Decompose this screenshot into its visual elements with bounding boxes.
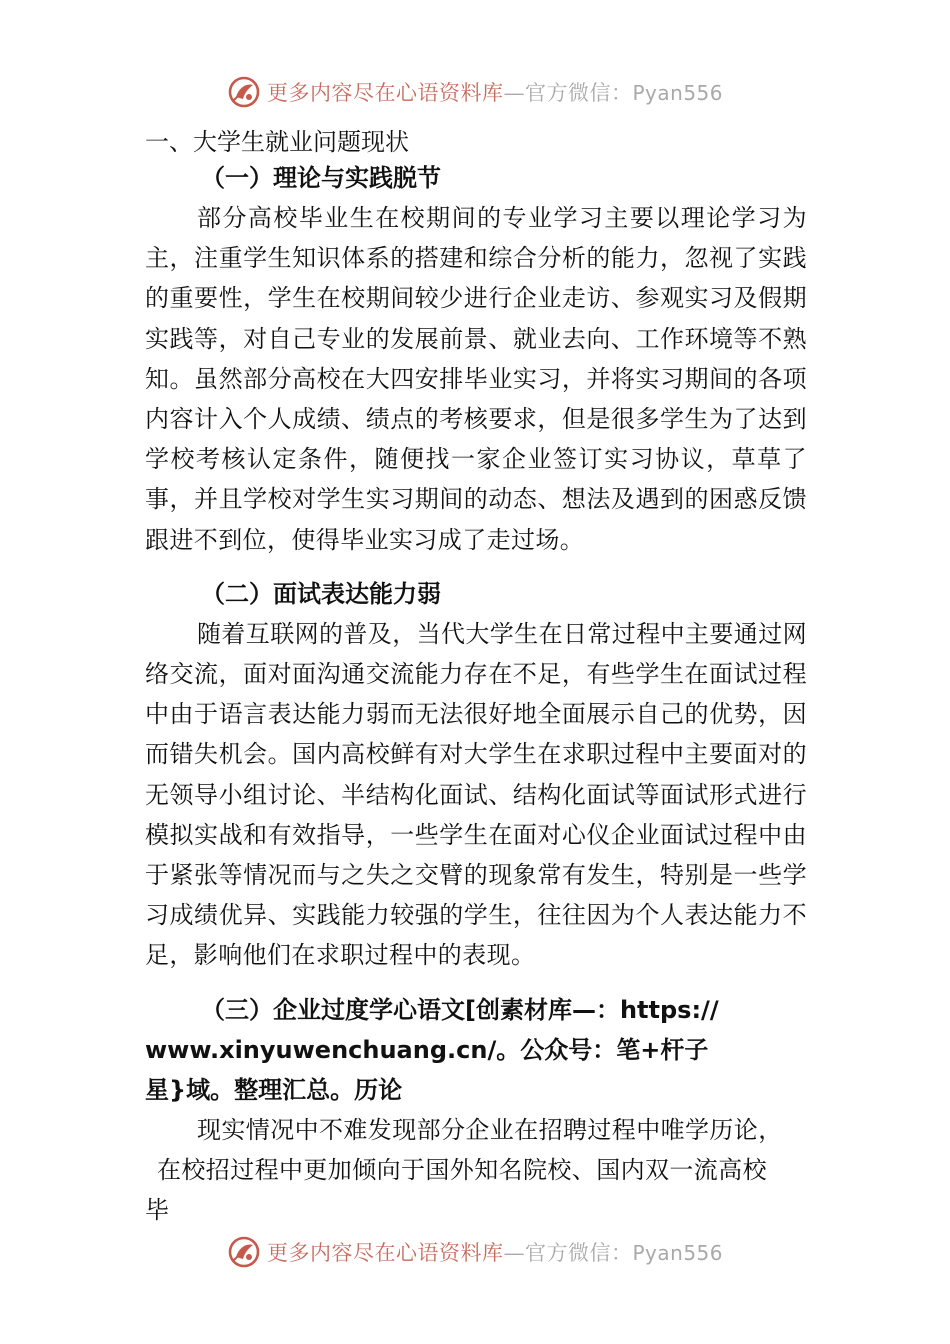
- subsection-heading-1: （一）理论与实践脱节: [201, 164, 441, 192]
- subsection-heading-3-line-2: www.xinyuwenchuang.cn/。公众号：笔+杆子: [145, 1035, 709, 1064]
- header-watermark: [0, 72, 950, 112]
- document-body: [145, 126, 807, 1230]
- subsection-paragraph-3-line-2: 在校招过程中更加倾向于国外知名院校、国内双一流高校: [157, 1155, 767, 1184]
- subsection-paragraph-2: 随着互联网的普及，当代大学生在日常过程中主要通过网络交流，面对面沟通交流能力存在不足，有些学生在面试过程中由于语言表达能力弱而无法很好地全面展示自己的优势，因而错失机会。国内高校鲜有对大学生在求职过程中主要面对的无领导小组讨论、半结构化面试、结构化面试等面试形式进行模拟实战和有效指导，一些学生在面对心仪企业面试过程中由于紧张等情况而与之失之交臂的现象常有发生，特别是一些学习成绩优异、实践能力较强的学生，往往因为个人表达能力不足，影响他们在求职过程中的表现。: [145, 619, 807, 970]
- watermark-wechat-id: Pyan556: [632, 81, 723, 105]
- subsection-paragraph-3-line-3: 毕: [145, 1195, 170, 1224]
- subsection-paragraph-3: [145, 1110, 807, 1230]
- watermark-text: [267, 77, 723, 107]
- subsection-heading-3-line-3: 星}域。整理汇总。历论: [145, 1075, 403, 1104]
- watermark-dash: —: [503, 81, 525, 105]
- subsection-heading-2: （二）面试表达能力弱: [201, 579, 441, 608]
- watermark-dash: —: [503, 1241, 525, 1265]
- brand-logo-icon: [227, 1235, 261, 1269]
- watermark-brand: 更多内容尽在心语资料库: [266, 1241, 504, 1265]
- subsection-heading-3-line-1: （三）企业过度学心语文[创素材库—：https://: [201, 995, 719, 1024]
- watermark-text: [267, 1237, 723, 1267]
- watermark-wechat-id: Pyan556: [632, 1241, 723, 1265]
- subsection-heading-3: [145, 990, 807, 1110]
- watermark-wechat-label: 官方微信：: [524, 1241, 633, 1265]
- subsection-paragraph-3-line-1: 现实情况中不难发现部分企业在招聘过程中唯学历论，: [197, 1115, 783, 1144]
- section-title: 一、大学生就业问题现状: [145, 128, 409, 156]
- brand-logo-icon: [227, 75, 261, 109]
- subsection-paragraph-1: 部分高校毕业生在校期间的专业学习主要以理论学习为主，注重学生知识体系的搭建和综合分析的能力，忽视了实践的重要性，学生在校期间较少进行企业走访、参观实习及假期实践等，对自己专业的发展前景、就业去向、工作环境等不熟知。虽然部分高校在大四安排毕业实习，并将实习期间的各项内容计入个人成绩、绩点的考核要求，但是很多学生为了达到学校考核认定条件，随便找一家企业签订实习协议，草草了事，并且学校对学生实习期间的动态、想法及遇到的困惑反馈跟进不到位，使得毕业实习成了走过场。: [145, 204, 807, 554]
- watermark-brand: 更多内容尽在心语资料库: [266, 81, 504, 105]
- footer-watermark: [0, 1232, 950, 1272]
- watermark-wechat-label: 官方微信：: [524, 81, 633, 105]
